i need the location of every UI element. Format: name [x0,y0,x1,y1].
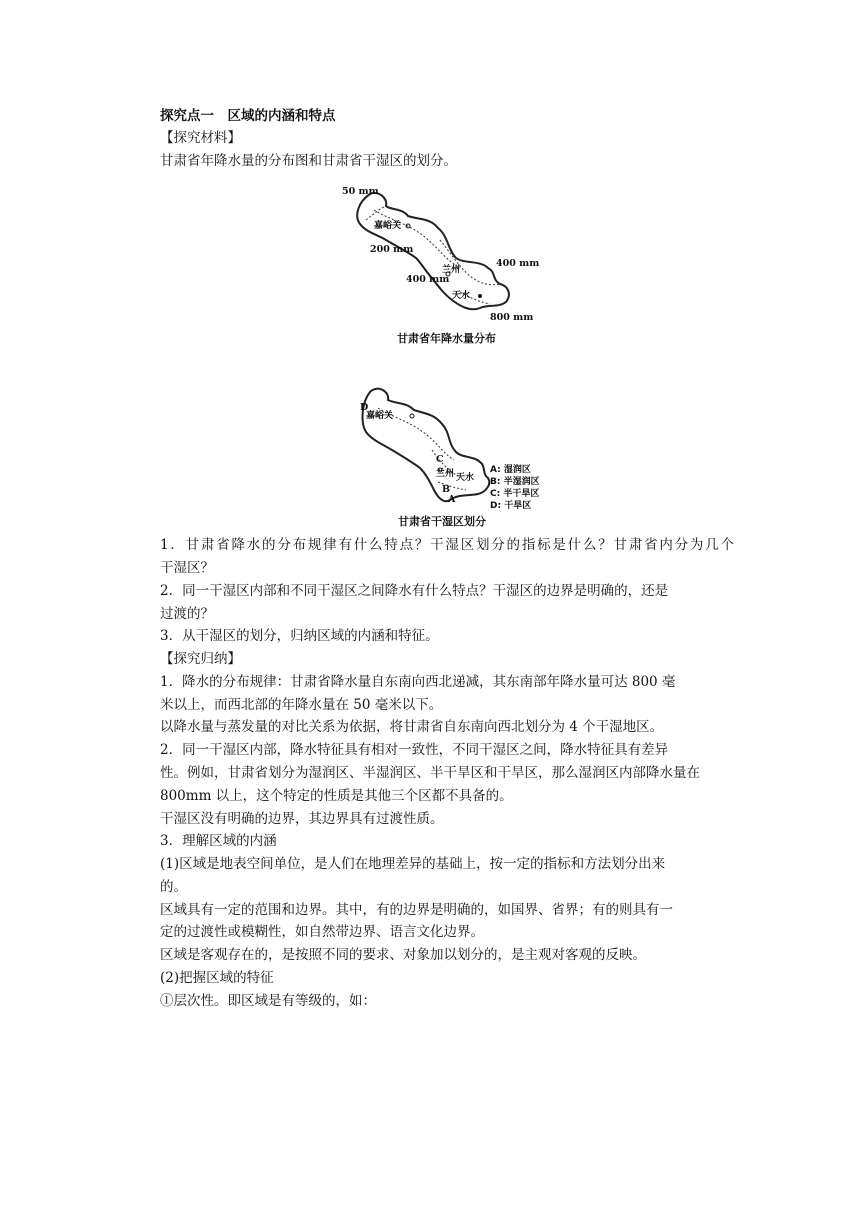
label-200mm: 200 mm [370,244,414,255]
summary-p4: 干湿区没有明确的边界，其边界具有过渡性质。 [160,811,444,827]
summary-p6-line-2: 的。 [160,879,187,895]
question-2-line-1: 2．同一干湿区内部和不同干湿区之间降水有什么特点？干湿区的边界是明确的，还是 [160,583,669,599]
question-1-line-2: 干湿区？ [160,560,214,576]
legend-item-a: A: 湿润区 [490,465,531,475]
summary-p3-line-2: 性。例如，甘肃省划分为湿润区、半湿润区、半干旱区和干旱区，那么湿润区内部降水量在 [160,765,700,781]
question-2-line-2: 过渡的？ [160,606,214,622]
label-jiayuguan: 嘉峪关 [374,221,402,231]
legend-item-b: B: 半湿润区 [490,477,540,487]
summary-p2: 以降水量与蒸发量的对比关系为依据，将甘肃省自东南向西北划分为 4 个干湿地区。 [160,719,664,735]
summary-p9: (2)把握区域的特征 [160,970,274,986]
figure1-caption: 甘肃省年降水量分布 [397,332,496,345]
question-1-text-a: 1．甘肃省降水的分布规律有什么特点？干湿区划分的指标是什么？甘肃省内分为几个 [160,537,734,553]
drywet-zone-map [348,378,558,510]
question-3: 3．从干湿区的划分，归纳区域的内涵和特征。 [160,628,439,644]
material-header: 【探究材料】 [160,130,241,146]
label-tianshui-2: 天水 [456,473,475,483]
summary-p7-line-2: 定的过渡性或模糊性，如自然带边界、语言文化边界。 [160,924,484,940]
summary-header: 【探究归纳】 [160,651,241,667]
summary-p10: ①层次性。即区域是有等级的，如： [160,993,376,1009]
precipitation-map-drawing [330,180,550,330]
summary-p3-line-3: 800mm 以上，这个特定的性质是其他三个区都不具备的。 [160,788,513,804]
precipitation-map [330,180,550,330]
label-C: C [436,454,444,465]
label-50mm: 50 mm [342,186,379,197]
legend-item-c: C: 半干旱区 [490,489,540,499]
tianshui-point [478,294,482,298]
summary-p8: 区域是客观存在的，是按照不同的要求、对象加以划分的，是主观对客观的反映。 [160,947,646,963]
jiayuguan-point-2 [410,414,414,418]
summary-p7-line-1: 区域具有一定的范围和边界。其中，有的边界是明确的，如国界、省界；有的则具有一 [160,902,673,918]
label-A: A [448,494,456,505]
label-800mm: 800 mm [490,312,534,323]
question-1-line-1 [160,535,734,555]
summary-p6-line-1: (1)区域是地表空间单位，是人们在地理差异的基础上，按一定的指标和方法划分出来 [160,856,666,872]
label-400mm-west: 400 mm [406,274,450,285]
isohyet-50 [366,206,386,220]
label-400mm-east: 400 mm [496,258,540,269]
label-tianshui: 天水 [452,291,471,301]
gansu-outline-2 [363,389,490,502]
drywet-zone-map-drawing [348,378,558,510]
label-B: B [442,484,451,495]
label-lanzhou: 兰州 [442,265,461,275]
figure2-caption: 甘肃省干湿区划分 [398,515,486,528]
summary-p1-line-2: 米以上，而西北部的年降水量在 50 毫米以下。 [160,697,443,713]
summary-p5: 3．理解区域的内涵 [160,833,277,849]
label-jiayuguan-2: 嘉峪关 [366,411,394,421]
summary-p1-line-1: 1．降水的分布规律：甘肃省降水量自东南向西北递减，其东南部年降水量可达 800 毫 [160,674,676,690]
section-title: 探究点一 区域的内涵和特点 [160,108,336,124]
summary-p3-line-1: 2．同一干湿区内部，降水特征具有相对一致性，不同干湿区之间，降水特征具有差异 [160,742,669,758]
label-D: D [360,402,369,413]
material-intro: 甘肃省年降水量的分布图和甘肃省干湿区的划分。 [160,153,457,169]
label-lanzhou-2: 兰州 [436,469,455,479]
legend-item-d: D: 干旱区 [490,501,532,510]
